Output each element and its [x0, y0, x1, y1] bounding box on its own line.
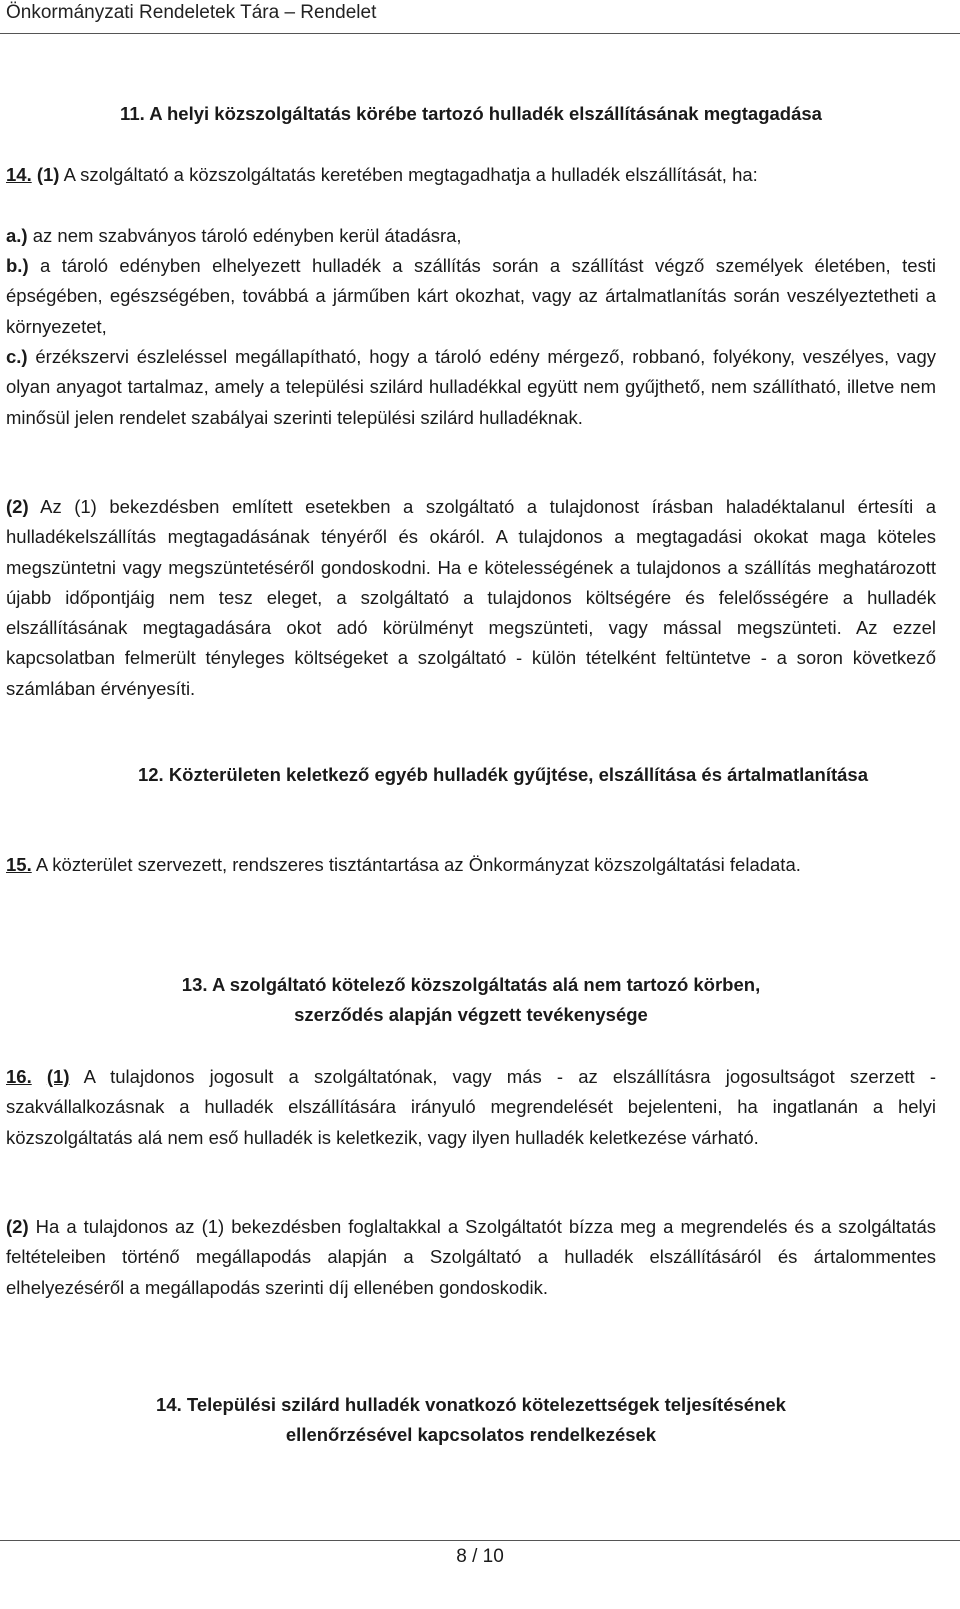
list-label: c.) — [6, 346, 28, 367]
section-13-heading-line2: szerződés alapján végzett tevékenysége — [294, 1004, 648, 1026]
footer-divider — [0, 1540, 960, 1541]
list-text: az nem szabványos tároló edényben kerül átadásra, — [32, 225, 462, 246]
paragraph-text: Ha a tulajdonos az (1) bekezdésben foglaltakkal a Szolgáltatót bízza meg a megrendelés és a szolgáltatás feltételeiben történő megállapodás alapján a Szolgáltató a hulladék elszállításáról és ártalommentes elhelyezéséről a megállapodás szerinti díj ellenében gondoskodik. — [6, 1216, 937, 1298]
list-item-b — [6, 251, 936, 342]
subparagraph-number: (2) — [6, 496, 29, 517]
section-11-heading: 11. A helyi közszolgáltatás körébe tartozó hulladék elszállításának megtagadása — [120, 103, 822, 124]
section-13-heading — [6, 970, 936, 1031]
subparagraph-number: (2) — [6, 1216, 29, 1237]
list-label: a.) — [6, 225, 28, 246]
paragraph-text: A közterület szervezett, rendszeres tisztántartása az Önkormányzat közszolgáltatási feladata. — [35, 854, 801, 875]
paragraph-number: 16. — [6, 1066, 32, 1087]
section-12-heading-text: 12. Közterületen keletkező egyéb hulladék gyűjtése, elszállítása és ártalmatlanítása — [137, 764, 869, 785]
paragraph-text: A tulajdonos jogosult a szolgáltatónak, vagy más - az elszállításra jogosultságot szerzett - szakvállalkozásnak a hulladék elszállítására irányuló megrendelését bejelenteni, ha ingatlanán a helyi közszolgáltatás alá nem eső hulladék is keletkezik, vagy ilyen hulladék keletkezése várható. — [6, 1066, 936, 1148]
paragraph-number: 15. — [6, 854, 32, 875]
paragraph-14-1 — [6, 160, 936, 190]
page-number: 8 / 10 — [456, 1546, 504, 1567]
paragraph-text: Az (1) bekezdésben említett esetekben a szolgáltató a tulajdonost írásban haladéktalanul értesíti a hulladékelszállítás megtagadásának tényéről és okáról. A tulajdonos a megtagadási okokat maga köteles megszüntetni vagy megszüntetéséről gondoskodni. Ha e kötelességének a tulajdonos a szállítás meghatározott újabb időpontjáig nem tesz eleget, a szolgáltató a tulajdonos költségére és felelősségére a hulladék elszállításának megtagadására okot adó körülményt megszünteti, vagy mással megszünteti. Az ezzel kapcsolatban felmerült tényleges költségeket a szolgáltató - külön tételként feltüntetve - a soron következő számlában érvényesíti. — [6, 496, 936, 699]
header-divider — [0, 33, 960, 34]
paragraph-16-1 — [6, 1062, 936, 1153]
list-text: a tároló edényben elhelyezett hulladék a szállítás során a szállítást végző személyek életében, testi épségében, egészségében, továbbá a járműben kárt okozhat, vagy az ártalmatlanítás során veszélyeztetheti a környezetet, — [6, 255, 936, 337]
list-item-c — [6, 342, 936, 433]
paragraph-16-2 — [6, 1212, 936, 1303]
section-14-heading-line2: ellenőrzésével kapcsolatos rendelkezések — [285, 1424, 657, 1446]
section-13-heading-line1: 13. A szolgáltató kötelező közszolgáltatás alá nem tartozó körben, — [181, 974, 761, 995]
section-14-heading-line1: 14. Települési szilárd hulladék vonatkozó kötelezettségek teljesítésének — [156, 1394, 786, 1415]
subparagraph-number: (1) — [46, 1066, 70, 1087]
list-item-a — [6, 221, 936, 251]
paragraph-text: A szolgáltató a közszolgáltatás keretében megtagadhatja a hulladék elszállítását, ha: — [63, 164, 758, 185]
list-label: b.) — [6, 255, 29, 276]
paragraph-number: 14. — [6, 164, 32, 185]
list-text: érzékszervi észleléssel megállapítható, hogy a tároló edény mérgező, robbanó, folyékony, veszélyes, vagy olyan anyagot tartalmaz, amely a települési szilárd hulladékkal együtt nem gyűjthető, nem szállítható, illetve nem minősül jelen rendelet szabályai szerinti települési szilárd hulladéknak. — [6, 346, 936, 428]
section-12-heading — [70, 760, 936, 790]
subparagraph-number: (1) — [36, 164, 60, 185]
header-title: Önkormányzati Rendeletek Tára – Rendelet — [6, 2, 377, 23]
document-header — [0, 0, 960, 34]
section-14-heading — [6, 1390, 936, 1451]
paragraph-15 — [6, 850, 936, 880]
paragraph-14-2 — [6, 492, 936, 704]
